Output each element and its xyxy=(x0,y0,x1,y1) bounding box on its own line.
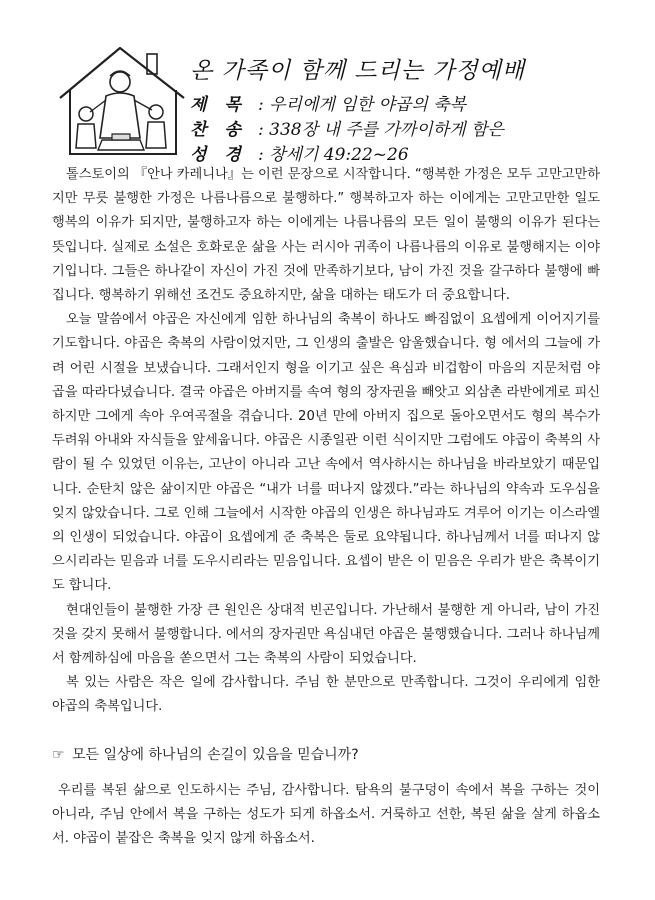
page-title: 온 가족이 함께 드리는 가정예배 xyxy=(190,58,526,84)
prayer-text: 우리를 복된 삶으로 인도하시는 주님, 감사합니다. 탐욕의 불구덩이 속에서 복을 구하는 것이 아니라, 주님 안에서 복을 구하는 성도가 되게 하옵소서. 거룩하고 선한, 복된 삶을 살게 하옵소서. 야곱이 붙잡은 축복을 잊지 않게 하옵소서. xyxy=(52,783,600,847)
hymn-line xyxy=(190,115,504,140)
question-text: 모든 일상에 하나님의 손길이 있음을 믿습니까? xyxy=(72,747,359,763)
paragraph: 현대인들이 불행한 가장 큰 원인은 상대적 빈곤입니다. 가난해서 불행한 게 아니라, 남이 가진 것을 갖지 못해서 불행합니다. 에서의 장자권만 욕심내던 야곱은 불행했습니다. 그러나 하나님께서 함께하심에 마음을 쏟으면서 그는 축복의 사람이 되었습니다. xyxy=(52,602,600,667)
scripture-line xyxy=(190,140,409,165)
theme-line xyxy=(190,90,466,115)
scripture-value: : 창세기 49:22~26 xyxy=(258,145,409,165)
worship-header xyxy=(0,0,655,165)
paragraph: 톨스토이의 『안나 카레니나』는 이런 문장으로 시작합니다. “행복한 가정은 모두 고만고만하지만 무릇 불행한 가정은 나름나름으로 불행하다.” 행복하고자 하는 이에게는 고만고만한 일도 행복의 이유가 되지만, 불행하고자 하는 이에게는 나름나름의 모든 일이 불행의 이유가 된다는 뜻입니다. 실제로 소설은 호화로운 삶을 사는 러시아 귀족이 나름나름의 이유로 불행해지는 이야기입니다. 그들은 하나같이 자신이 가진 것에 만족하기보다, 남이 가진 것을 갈구하다 불행에 빠집니다. 행복하기 위해선 조건도 중요하지만, 삶을 대하는 태도가 더 중요합니다. xyxy=(52,167,600,304)
family-with-jesus-illustration xyxy=(52,40,192,158)
theme-label: 제 목 xyxy=(190,95,247,115)
paragraph: 오늘 말씀에서 야곱은 자신에게 임한 하나님의 축복이 하나도 빠짐없이 요셉에게 이어지기를 기도합니다. 야곱은 축복의 사람이었지만, 그 인생의 출발은 암울했습니다. 형 에서의 그늘에 가려 어린 시절을 보냈습니다. 그래서인지 형을 이기고 싶은 욕심과 비겁함이 마음의 지문처럼 야곱을 따라다녔습니다. 결국 야곱은 아버지를 속여 형의 장자권을 빼앗고 외삼촌 라반에게로 피신 하지만 그에게 속아 우여곡절을 겪습니다. 20년 만에 아버지 집으로 돌아오면서도 형의 복수가 두려워 아내와 자식들을 앞세웁니다. 야곱은 시종일관 이런 식이지만 그럼에도 야곱이 축복의 사람이 될 수 있었던 이유는, 고난이 아니라 고난 속에서 역사하시는 하나님을 바라보았기 때문입니다. 순탄치 않은 삶이지만 야곱은 “내가 너를 떠나지 않겠다.”라는 하나님의 약속과 도우심을 잊지 않았습니다. 그로 인해 그늘에서 시작한 야곱의 인생은 하나님과도 겨루어 이기는 이스라엘의 인생이 되었습니다. 야곱이 요셉에게 준 축복은 둘로 요약됩니다. 하나님께서 너를 떠나지 않으시리라는 믿음과 너를 도우시리라는 믿음입니다. 요셉이 받은 이 믿음은 우리가 받은 축복이기도 합니다. xyxy=(52,312,600,594)
reflection-question xyxy=(52,744,600,766)
hymn-label: 찬 송 xyxy=(190,120,247,140)
paragraph: 복 있는 사람은 작은 일에 감사합니다. 주님 한 분만으로 만족합니다. 그것이 우리에게 임한 야곱의 축복입니다. xyxy=(52,675,600,715)
scripture-label: 성 경 xyxy=(190,145,247,165)
pointing-hand-icon: ☞ xyxy=(52,747,65,763)
closing-prayer xyxy=(52,779,600,852)
sermon-body xyxy=(52,163,600,720)
hymn-value: : 338장 내 주를 가까이하게 함은 xyxy=(258,120,504,140)
theme-value: : 우리에게 임한 야곱의 축복 xyxy=(258,95,466,115)
